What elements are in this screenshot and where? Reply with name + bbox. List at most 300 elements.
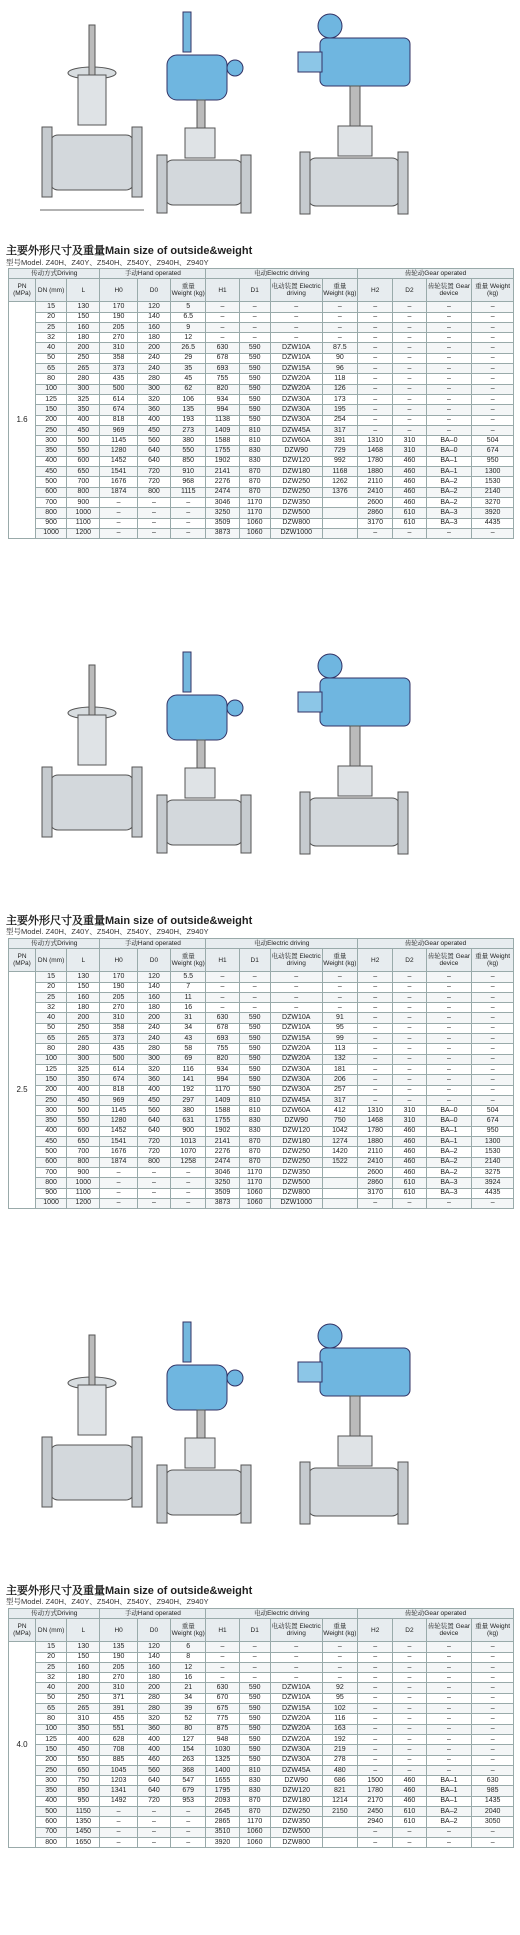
table-cell: – xyxy=(270,1673,322,1683)
table-cell: 1795 xyxy=(206,1786,239,1796)
table-cell: 116 xyxy=(322,1714,357,1724)
table-cell: 135 xyxy=(100,1642,137,1652)
electric-device-header: 电动装置 Electric driving xyxy=(270,279,322,302)
table-cell: 720 xyxy=(137,477,170,487)
table-cell: BA–2 xyxy=(426,1807,472,1817)
table-cell: 5 xyxy=(171,302,206,312)
table-row xyxy=(9,1137,514,1147)
table-cell: 180 xyxy=(137,333,170,343)
table-cell: – xyxy=(358,1827,393,1837)
table-cell: DZW10A xyxy=(270,1683,322,1693)
table-cell: 1400 xyxy=(206,1765,239,1775)
table-cell: – xyxy=(393,1827,426,1837)
table-cell: – xyxy=(206,992,239,1002)
table-row xyxy=(9,384,514,394)
table-cell: 678 xyxy=(206,1023,239,1033)
table-cell: 120 xyxy=(137,302,170,312)
table-cell: 1522 xyxy=(322,1157,357,1167)
table-cell: 2040 xyxy=(472,1807,514,1817)
table-cell: 678 xyxy=(206,353,239,363)
table-cell: – xyxy=(358,1054,393,1064)
table-cell: 551 xyxy=(100,1724,137,1734)
table-cell: 400 xyxy=(67,1085,100,1095)
table-cell: 614 xyxy=(100,1064,137,1074)
table-cell: 830 xyxy=(239,1116,270,1126)
table-cell: DZW350 xyxy=(270,497,322,507)
table-cell: 250 xyxy=(67,1023,100,1033)
table-cell: 1755 xyxy=(206,446,239,456)
table-cell: – xyxy=(206,322,239,332)
table-cell: 200 xyxy=(36,1755,67,1765)
table-cell: 265 xyxy=(67,1034,100,1044)
table-cell: 969 xyxy=(100,1095,137,1105)
table-cell: – xyxy=(171,497,206,507)
table-cell: DZW20A xyxy=(270,1054,322,1064)
table-cell: 720 xyxy=(137,467,170,477)
weight-header: 重量 Weight (kg) xyxy=(322,949,357,972)
table-cell: 631 xyxy=(171,1116,206,1126)
table-cell: 80 xyxy=(36,1044,67,1054)
table-cell: 750 xyxy=(322,1116,357,1126)
table-cell: 674 xyxy=(100,1075,137,1085)
table-cell: DZW120 xyxy=(270,456,322,466)
table-cell: 614 xyxy=(100,394,137,404)
table-cell: 192 xyxy=(171,1085,206,1095)
table-row xyxy=(9,1807,514,1817)
table-cell: – xyxy=(358,992,393,1002)
h2-header: H2 xyxy=(358,1619,393,1642)
table-cell: – xyxy=(472,972,514,982)
table-cell: BA–1 xyxy=(426,1137,472,1147)
table-cell: – xyxy=(472,384,514,394)
table-cell: 140 xyxy=(137,312,170,322)
table-cell: 180 xyxy=(67,1003,100,1013)
table-cell: – xyxy=(137,528,170,538)
table-cell: 320 xyxy=(137,394,170,404)
table-cell: BA–2 xyxy=(426,1157,472,1167)
table-cell: 400 xyxy=(137,415,170,425)
table-cell: – xyxy=(393,1673,426,1683)
table-cell: 3050 xyxy=(472,1817,514,1827)
table-cell: 150 xyxy=(67,1652,100,1662)
table-cell: DZW250 xyxy=(270,1147,322,1157)
table-cell: 181 xyxy=(322,1064,357,1074)
table-cell: 435 xyxy=(100,1044,137,1054)
table-cell: – xyxy=(393,982,426,992)
table-cell: 720 xyxy=(137,1147,170,1157)
table-row xyxy=(9,343,514,353)
table-row xyxy=(9,333,514,343)
table-row xyxy=(9,1116,514,1126)
valve-drawings xyxy=(0,1310,520,1550)
table-cell: – xyxy=(426,1034,472,1044)
table-cell: 3920 xyxy=(206,1837,239,1847)
l-header: L xyxy=(67,1619,100,1642)
table-cell: 1170 xyxy=(239,1817,270,1827)
table-cell: 1902 xyxy=(206,456,239,466)
table-cell: 2474 xyxy=(206,1157,239,1167)
table-cell: – xyxy=(358,364,393,374)
table-cell: BA–1 xyxy=(426,467,472,477)
table-cell: 3170 xyxy=(358,1188,393,1198)
table-cell: 2600 xyxy=(358,497,393,507)
table-cell: 350 xyxy=(67,1075,100,1085)
table-cell: 1450 xyxy=(67,1827,100,1837)
table-cell: 750 xyxy=(67,1776,100,1786)
table-cell: – xyxy=(206,1003,239,1013)
table-cell: 755 xyxy=(206,1044,239,1054)
table-cell: 590 xyxy=(239,1693,270,1703)
table-cell: – xyxy=(426,1837,472,1847)
table-cell: 870 xyxy=(239,477,270,487)
table-row xyxy=(9,528,514,538)
table-cell: 640 xyxy=(137,446,170,456)
table-cell: – xyxy=(171,1198,206,1208)
table-cell: 810 xyxy=(239,425,270,435)
table-cell: – xyxy=(472,322,514,332)
table-cell: – xyxy=(393,374,426,384)
table-cell: 3046 xyxy=(206,497,239,507)
table-cell: – xyxy=(358,982,393,992)
weight-header: 重量 Weight (kg) xyxy=(322,279,357,302)
table-cell: – xyxy=(472,1003,514,1013)
table-cell: – xyxy=(137,497,170,507)
table-cell: 280 xyxy=(67,1044,100,1054)
table-cell: 460 xyxy=(393,1137,426,1147)
table-cell: – xyxy=(472,333,514,343)
table-row xyxy=(9,1765,514,1775)
table-cell: 450 xyxy=(36,467,67,477)
table-cell: 373 xyxy=(100,1034,137,1044)
table-cell: DZW30A xyxy=(270,1075,322,1085)
table-cell: – xyxy=(322,312,357,322)
table-row xyxy=(9,374,514,384)
table-cell: 992 xyxy=(322,456,357,466)
weight-header: 重量 Weight (kg) xyxy=(171,949,206,972)
table-cell: 810 xyxy=(239,1106,270,1116)
table-cell: 2276 xyxy=(206,477,239,487)
table-row xyxy=(9,972,514,982)
table-cell: DZW60A xyxy=(270,436,322,446)
d1-header: D1 xyxy=(239,1619,270,1642)
table-cell: 154 xyxy=(171,1745,206,1755)
table-cell: 200 xyxy=(36,415,67,425)
table-cell: 310 xyxy=(393,1106,426,1116)
table-cell: 310 xyxy=(393,1116,426,1126)
table-cell: – xyxy=(393,1745,426,1755)
table-cell: 350 xyxy=(36,1116,67,1126)
table-cell: 2450 xyxy=(358,1807,393,1817)
table-cell: 775 xyxy=(206,1714,239,1724)
table-cell: – xyxy=(393,384,426,394)
table-cell: 2170 xyxy=(358,1796,393,1806)
table-cell: – xyxy=(472,425,514,435)
table-cell: 630 xyxy=(206,1683,239,1693)
table-row xyxy=(9,312,514,322)
table-cell: 590 xyxy=(239,405,270,415)
table-cell: 135 xyxy=(171,405,206,415)
table-cell: 2141 xyxy=(206,1137,239,1147)
table-cell: 180 xyxy=(137,1673,170,1683)
table-cell: 590 xyxy=(239,1683,270,1693)
table-cell: 2410 xyxy=(358,1157,393,1167)
gear-operated-header: 齿轮动Gear operated xyxy=(358,1609,514,1619)
table-cell: 120 xyxy=(137,1642,170,1652)
table-cell: 1341 xyxy=(100,1786,137,1796)
table-cell: DZW10A xyxy=(270,353,322,363)
table-cell: 350 xyxy=(36,1786,67,1796)
table-cell: DZW30A xyxy=(270,394,322,404)
table-cell: 900 xyxy=(171,1126,206,1136)
section-title: 主要外形尺寸及重量Main size of outside&weight xyxy=(6,245,253,257)
table-cell: DZW20A xyxy=(270,1724,322,1734)
hand-operated-valve-drawing xyxy=(40,655,150,855)
table-cell: 90 xyxy=(322,353,357,363)
table-cell: – xyxy=(239,1003,270,1013)
table-cell: – xyxy=(393,405,426,415)
table-cell: 200 xyxy=(36,1085,67,1095)
table-cell: – xyxy=(137,1837,170,1847)
table-cell: – xyxy=(171,528,206,538)
table-cell: – xyxy=(171,1167,206,1177)
table-cell: 1874 xyxy=(100,1157,137,1167)
table-cell: 1013 xyxy=(171,1137,206,1147)
table-cell: 219 xyxy=(322,1745,357,1755)
table-cell: – xyxy=(426,364,472,374)
table-cell: DZW15A xyxy=(270,1034,322,1044)
table-cell: 250 xyxy=(36,1765,67,1775)
table-cell: DZW10A xyxy=(270,1013,322,1023)
table-cell xyxy=(322,1837,357,1847)
table-cell: – xyxy=(358,1662,393,1672)
table-cell: – xyxy=(393,333,426,343)
table-cell: 870 xyxy=(239,467,270,477)
table-cell: 325 xyxy=(67,1064,100,1074)
table-cell: – xyxy=(239,302,270,312)
table-cell: 700 xyxy=(36,1827,67,1837)
table-cell: 460 xyxy=(393,1157,426,1167)
table-cell: 9 xyxy=(171,322,206,332)
table-cell: 610 xyxy=(393,1188,426,1198)
table-cell: 590 xyxy=(239,1075,270,1085)
table-cell: 15 xyxy=(36,1642,67,1652)
table-cell: 675 xyxy=(206,1704,239,1714)
table-cell: – xyxy=(426,425,472,435)
table-cell: 610 xyxy=(393,508,426,518)
table-cell: 1280 xyxy=(100,1116,137,1126)
table-row xyxy=(9,1095,514,1105)
table-cell: – xyxy=(426,312,472,322)
table-cell: – xyxy=(358,425,393,435)
table-cell: 126 xyxy=(322,384,357,394)
table-cell: 500 xyxy=(67,1106,100,1116)
table-row xyxy=(9,1013,514,1023)
table-cell: 20 xyxy=(36,312,67,322)
table-cell: 800 xyxy=(36,1837,67,1847)
table-cell: – xyxy=(358,302,393,312)
table-cell: – xyxy=(239,1652,270,1662)
table-cell: 674 xyxy=(100,405,137,415)
table-cell: 850 xyxy=(171,456,206,466)
table-cell: 100 xyxy=(36,1054,67,1064)
table-cell: DZW90 xyxy=(270,1776,322,1786)
table-row xyxy=(9,1817,514,1827)
table-cell: 2276 xyxy=(206,1147,239,1157)
table-cell: 950 xyxy=(472,456,514,466)
table-row xyxy=(9,1796,514,1806)
table-cell: – xyxy=(472,394,514,404)
table-cell: – xyxy=(426,1714,472,1724)
table-cell: DZW800 xyxy=(270,1188,322,1198)
table-cell: 850 xyxy=(67,1786,100,1796)
table-cell: 130 xyxy=(67,302,100,312)
table-cell: 500 xyxy=(36,477,67,487)
gear-operated-valve-drawing xyxy=(155,650,270,860)
table-cell: 1780 xyxy=(358,1126,393,1136)
table-cell: 590 xyxy=(239,1724,270,1734)
table-row xyxy=(9,405,514,415)
table-cell: 1170 xyxy=(206,1085,239,1095)
table-cell: BA–2 xyxy=(426,497,472,507)
table-cell: 113 xyxy=(322,1044,357,1054)
table-cell: 1100 xyxy=(67,518,100,528)
table-cell: 2865 xyxy=(206,1817,239,1827)
table-cell: 590 xyxy=(239,1085,270,1095)
table-cell: 590 xyxy=(239,1034,270,1044)
table-cell: DZW20A xyxy=(270,374,322,384)
table-cell: 280 xyxy=(137,1044,170,1054)
table-cell: 1200 xyxy=(67,1198,100,1208)
table-cell: – xyxy=(137,1167,170,1177)
table-cell: 1409 xyxy=(206,425,239,435)
table-cell: – xyxy=(270,1642,322,1652)
table-row xyxy=(9,1085,514,1095)
table-cell: – xyxy=(322,1642,357,1652)
table-cell: – xyxy=(426,1095,472,1105)
table-cell: – xyxy=(358,1714,393,1724)
table-cell: 460 xyxy=(393,456,426,466)
table-cell: – xyxy=(358,384,393,394)
table-cell: 600 xyxy=(67,456,100,466)
table-cell: 50 xyxy=(36,1023,67,1033)
table-cell: 2150 xyxy=(322,1807,357,1817)
table-cell: 278 xyxy=(322,1755,357,1765)
table-cell: 2645 xyxy=(206,1807,239,1817)
h2-header: H2 xyxy=(358,279,393,302)
table-cell: 1258 xyxy=(171,1157,206,1167)
table-cell: – xyxy=(472,1693,514,1703)
weight-header: 重量 Weight (kg) xyxy=(472,1619,514,1642)
table-cell: – xyxy=(472,1673,514,1683)
table-cell: BA–3 xyxy=(426,518,472,528)
table-cell: 1492 xyxy=(100,1796,137,1806)
table-cell: 1170 xyxy=(239,1167,270,1177)
table-row xyxy=(9,1034,514,1044)
table-cell: 310 xyxy=(67,1714,100,1724)
table-cell: 670 xyxy=(206,1693,239,1703)
table-cell: 600 xyxy=(36,487,67,497)
table-cell: 160 xyxy=(137,992,170,1002)
table-cell: 1170 xyxy=(239,497,270,507)
table-cell: – xyxy=(358,1673,393,1683)
table-cell: 610 xyxy=(393,1817,426,1827)
table-cell: 480 xyxy=(322,1765,357,1775)
table-cell: 818 xyxy=(100,415,137,425)
table-cell: – xyxy=(426,1724,472,1734)
table-cell: DZW250 xyxy=(270,1157,322,1167)
table-cell: DZW20A xyxy=(270,1734,322,1744)
gear-device-header: 齿轮装置 Gear device xyxy=(426,279,472,302)
table-cell: – xyxy=(239,1642,270,1652)
table-cell: BA–1 xyxy=(426,456,472,466)
table-cell: 300 xyxy=(36,1106,67,1116)
table-cell: – xyxy=(358,1693,393,1703)
table-cell: 934 xyxy=(206,1064,239,1074)
table-cell: DZW90 xyxy=(270,446,322,456)
table-cell: – xyxy=(358,1023,393,1033)
table-cell: 180 xyxy=(67,333,100,343)
table-cell: DZW30A xyxy=(270,415,322,425)
table-cell: 320 xyxy=(137,1064,170,1074)
table-cell: 6 xyxy=(171,1642,206,1652)
table-cell: – xyxy=(472,528,514,538)
table-cell: – xyxy=(426,405,472,415)
table-cell: – xyxy=(206,982,239,992)
model-label: 型号Model. Z40H、Z40Y、Z540H、Z540Y、Z940H、Z940Y xyxy=(6,927,209,936)
table-cell: 192 xyxy=(322,1734,357,1744)
table-cell: 373 xyxy=(100,364,137,374)
table-cell: – xyxy=(322,322,357,332)
table-row xyxy=(9,1827,514,1837)
table-cell: – xyxy=(426,1673,472,1683)
table-cell: – xyxy=(270,322,322,332)
table-cell: – xyxy=(393,415,426,425)
table-cell xyxy=(322,508,357,518)
table-cell: – xyxy=(270,1003,322,1013)
table-cell: 1452 xyxy=(100,1126,137,1136)
table-cell: 160 xyxy=(137,1662,170,1672)
table-cell: 21 xyxy=(171,1683,206,1693)
table-cell: – xyxy=(472,374,514,384)
table-cell: – xyxy=(358,343,393,353)
table-cell: 460 xyxy=(137,1755,170,1765)
table-cell: 200 xyxy=(137,1683,170,1693)
table-cell: – xyxy=(426,322,472,332)
table-cell: – xyxy=(393,1724,426,1734)
table-cell: 800 xyxy=(36,1178,67,1188)
table-cell: 450 xyxy=(36,1137,67,1147)
table-cell: 127 xyxy=(171,1734,206,1744)
table-cell: 200 xyxy=(137,1013,170,1023)
table-cell: DZW180 xyxy=(270,467,322,477)
table-cell: – xyxy=(472,1837,514,1847)
table-cell: 273 xyxy=(171,425,206,435)
table-cell: – xyxy=(393,1755,426,1765)
table-cell: 43 xyxy=(171,1034,206,1044)
table-cell xyxy=(322,497,357,507)
table-cell: – xyxy=(358,1755,393,1765)
table-cell: – xyxy=(358,1837,393,1847)
dn-header: DN (mm) xyxy=(36,1619,67,1642)
table-cell: – xyxy=(358,415,393,425)
table-cell: 900 xyxy=(36,1188,67,1198)
table-cell: 1676 xyxy=(100,477,137,487)
table-cell: 310 xyxy=(100,343,137,353)
table-cell: 254 xyxy=(322,415,357,425)
table-cell: – xyxy=(358,1075,393,1085)
table-row xyxy=(9,364,514,374)
table-cell: – xyxy=(137,1807,170,1817)
